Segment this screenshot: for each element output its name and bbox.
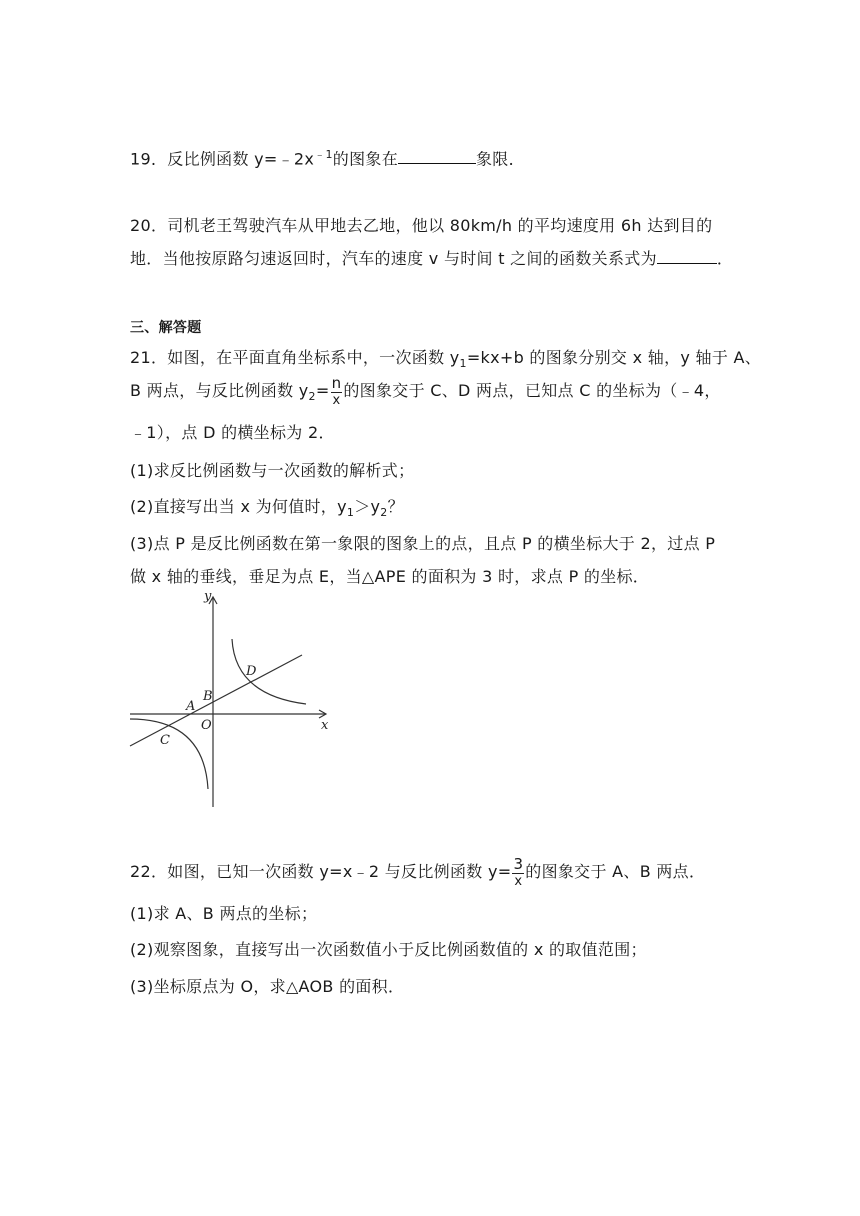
question-text: ？ — [387, 497, 404, 516]
fraction-denominator: x — [514, 874, 523, 889]
question-21-part3-line2: 做 x 轴的垂线，垂足为点 E，当△APE 的面积为 3 时，求点 P 的坐标． — [130, 567, 650, 586]
question-text: 如图，已知一次函数 y=x﹣2 与反比例函数 y= — [167, 862, 512, 881]
question-21-line1 — [130, 345, 761, 370]
question-number: 22． — [130, 862, 168, 881]
answer-blank[interactable] — [398, 149, 476, 164]
question-text: 的图象交于 C、D 两点，已知点 C 的坐标为（﹣4， — [343, 381, 721, 400]
label-point-a: A — [186, 699, 196, 714]
linear-function-line — [130, 655, 302, 746]
coordinate-graph — [128, 587, 338, 812]
question-text: 司机老王驾驶汽车从甲地去乙地，他以 80km/h 的平均速度用 6h 达到目的 — [167, 216, 713, 235]
fraction-3-over-x — [512, 857, 524, 888]
question-number: 20． — [130, 216, 168, 235]
question-22-part2: (2)观察图象，直接写出一次函数值小于反比例函数值的 x 的取值范围； — [130, 940, 647, 959]
question-number: 19． — [130, 149, 168, 169]
fraction-denominator: x — [332, 393, 341, 408]
question-22-line1 — [130, 857, 705, 888]
fraction-numerator: 3 — [513, 855, 524, 873]
subscript: 1 — [459, 357, 467, 371]
label-point-b: B — [203, 689, 213, 704]
question-21-line2 — [130, 376, 721, 407]
question-text: 反比例函数 y=﹣2x — [167, 149, 315, 169]
question-21-part1: (1)求反比例函数与一次函数的解析式； — [130, 461, 415, 480]
question-number: 21． — [130, 348, 168, 367]
question-text: 地．当他按原路匀速返回时，汽车的速度 v 与时间 t 之间的函数关系式为 — [130, 249, 657, 268]
label-x: x — [321, 718, 329, 733]
subscript: 2 — [308, 390, 316, 404]
fraction-n-over-x — [331, 376, 343, 407]
question-22-part1: (1)求 A、B 两点的坐标； — [130, 904, 318, 923]
subscript: 2 — [380, 506, 388, 520]
question-text: ＞y — [354, 497, 381, 516]
question-text: 如图，在平面直角坐标系中，一次函数 y — [167, 348, 460, 367]
section-heading: 三、解答题 — [130, 320, 202, 336]
label-point-d: D — [246, 664, 257, 679]
label-origin: O — [201, 718, 212, 733]
question-20-line1 — [130, 213, 712, 236]
question-21-line3: ﹣1），点 D 的横坐标为 2． — [130, 423, 335, 442]
question-21-part3-line1: (3)点 P 是反比例函数在第一象限的图象上的点，且点 P 的横坐标大于 2，过点 P — [130, 534, 716, 553]
question-text: B 两点，与反比例函数 y — [130, 381, 309, 400]
question-text: 的图象交于 A、B 两点． — [525, 862, 706, 881]
question-text: ． — [716, 249, 734, 268]
fraction-numerator: n — [331, 374, 342, 392]
hyperbola-branch-first-quadrant — [232, 639, 306, 704]
question-20-line2 — [130, 246, 733, 269]
label-y: y — [204, 589, 212, 604]
question-text: 的图象在 — [332, 149, 398, 169]
exponent: ﹣1 — [314, 148, 333, 161]
subscript: 1 — [346, 506, 355, 520]
question-22-part3: (3)坐标原点为 O，求△AOB 的面积． — [130, 977, 405, 996]
label-point-c: C — [160, 733, 170, 748]
question-21-part2 — [130, 494, 404, 519]
hyperbola-branch-third-quadrant — [130, 719, 208, 789]
equals-sign: = — [315, 381, 330, 400]
answer-blank[interactable] — [657, 249, 717, 264]
question-text: 象限． — [476, 149, 525, 169]
question-19 — [130, 146, 525, 169]
question-text: (2)直接写出当 x 为何值时，y — [130, 497, 347, 516]
question-text: =kx+b 的图象分别交 x 轴，y 轴于 A、 — [466, 348, 762, 367]
